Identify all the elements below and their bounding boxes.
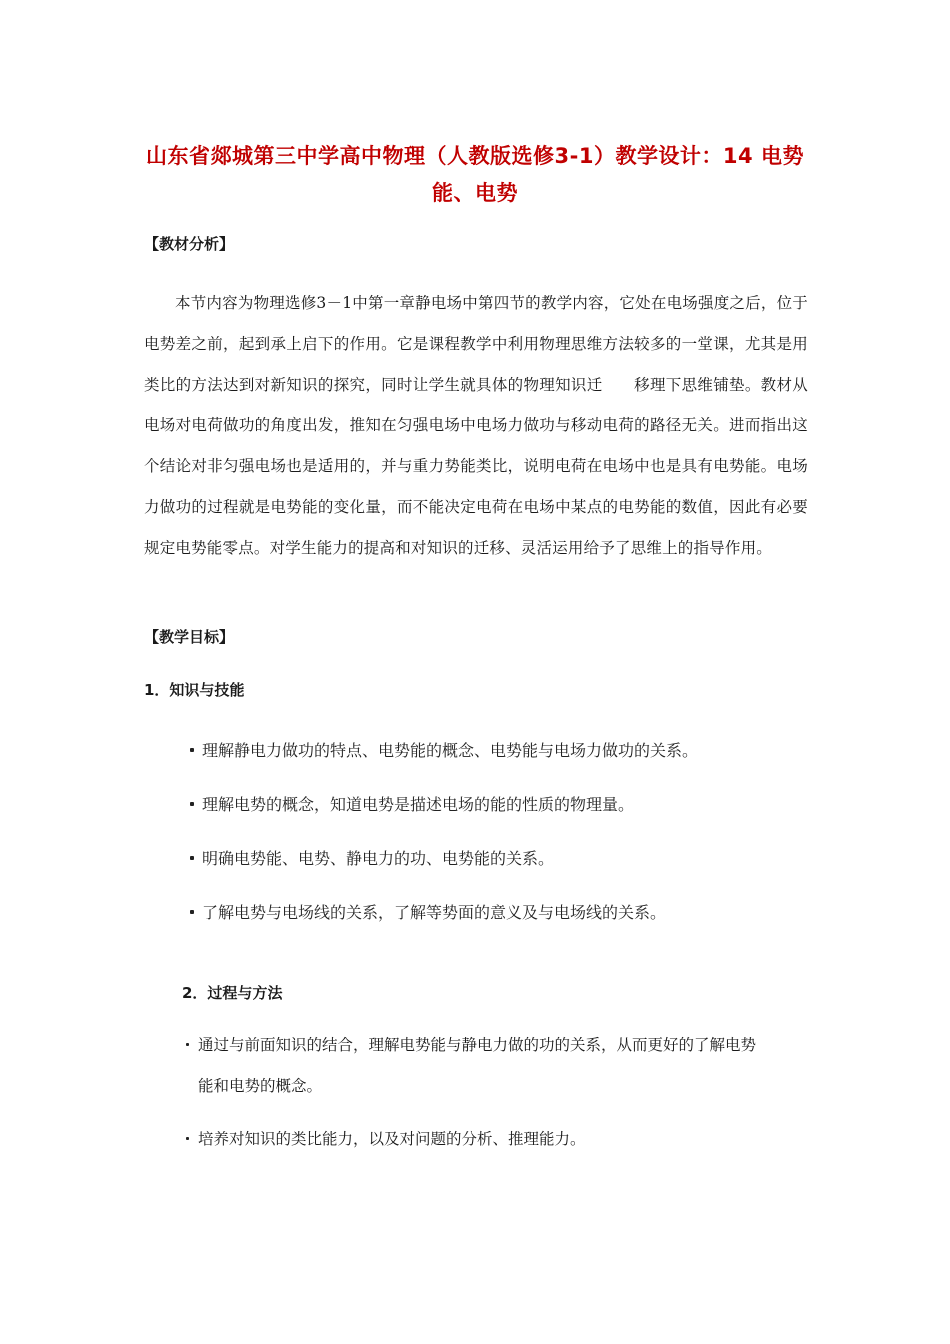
process-item-2-text: 培养对知识的类比能力，以及对问题的分析、推理能力。 (198, 1130, 586, 1148)
analysis-paragraph: 本节内容为物理选修3－1中第一章静电场中第四节的教学内容，它处在电场强度之后，位于电势差之前，起到承上启下的作用。它是课程教学中利用物理思维方法较多的一堂课，尤其是用类比的方法达到对新知识的探究，同时让学生就具体的物理知识迁 移理下思维铺垫。教材从电场对电荷做功的角度出发，推知在匀强电场中电场力做功与移动电荷的路径无关。进而指出这个结论对非匀强电场也是适用的，并与重力势能类比，说明电荷在电场中也是具有电势能。电场力做功的过程就是电势能的变化量，而不能决定电荷在电场中某点的电势能的数值，因此有必要规定电势能零点。对学生能力的提高和对知识的迁移、灵活运用给予了思维上的指导作用。 (144, 294, 808, 557)
bullet-icon (186, 1043, 189, 1046)
bullet-icon (190, 748, 194, 752)
section-heading-goals: 【教学目标】 (144, 628, 235, 646)
bullet-icon (190, 910, 194, 914)
section-heading-analysis: 【教材分析】 (144, 235, 235, 253)
subheading-process-methods: 2．过程与方法 (182, 984, 283, 1002)
document-title: 山东省郯城第三中学高中物理（人教版选修3-1）教学设计：14 电势能、电势 (146, 144, 804, 205)
knowledge-item-text: 明确电势能、电势、静电力的功、电势能的关系。 (202, 849, 555, 868)
knowledge-item-text: 了解电势与电场线的关系，了解等势面的意义及与电场线的关系。 (202, 903, 667, 922)
process-item-2 (186, 1128, 586, 1150)
knowledge-item-2 (190, 794, 634, 816)
knowledge-item-3 (190, 848, 554, 870)
bullet-icon (190, 856, 194, 860)
knowledge-item-4 (190, 902, 666, 924)
process-item-1-line-1: 通过与前面知识的结合，理解电势能与静电力做的功的关系，从而更好的了解电势 (198, 1036, 757, 1054)
bullet-icon (190, 802, 194, 806)
subheading-knowledge-skills: 1．知识与技能 (144, 681, 245, 699)
knowledge-item-1 (190, 740, 698, 762)
knowledge-item-text: 理解电势的概念，知道电势是描述电场的能的性质的物理量。 (202, 795, 635, 814)
process-item-1-continuation: 能和电势的概念。 (198, 1077, 323, 1095)
knowledge-item-text: 理解静电力做功的特点、电势能的概念、电势能与电场力做功的关系。 (202, 741, 699, 760)
process-item-1 (186, 1034, 756, 1056)
bullet-icon (186, 1137, 189, 1140)
